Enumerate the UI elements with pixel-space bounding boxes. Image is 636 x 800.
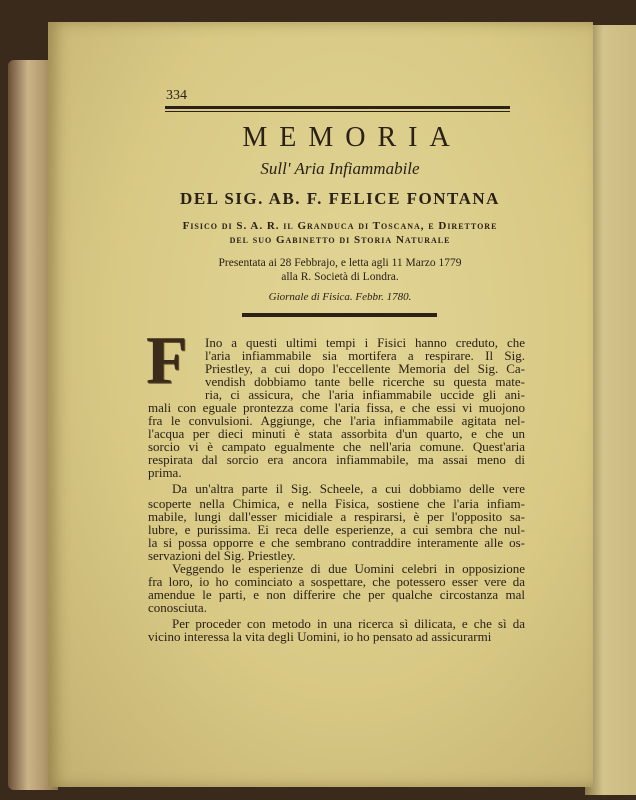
source-citation: Giornale di Fisica. Febbr. 1780.: [268, 291, 412, 303]
text-line: fra le convulsioni. Aggiunge, che l'aria infiammabile agitata nel-: [148, 413, 525, 428]
header-rule-thin: [165, 111, 510, 112]
title: MEMORIA: [242, 122, 462, 153]
text-line: prima.: [148, 465, 182, 480]
text-line: vendish dobbiamo tante belle ricerche su questa mate-: [205, 374, 525, 389]
text-line: ria, ci assicura, che l'aria infiammabile uccide gli ani-: [205, 387, 525, 402]
presented-line-1: Presentata ai 28 Febbrajo, e letta agli 11 Marzo 1779: [218, 257, 462, 269]
text-line: Priestley, a cui dopo l'eccellente Memoria del Sig. Ca-: [205, 361, 525, 376]
subtitle: Sull' Aria Infiammabile: [260, 159, 420, 178]
text-line: amendue le parti, e non differire che per qualche circostanza mal: [148, 587, 525, 602]
text-line: sorcio vi è campato egualmente che nell'aria comune. Quest'aria: [148, 439, 525, 454]
presented-line-2: alla R. Società di Londra.: [281, 271, 399, 283]
text-line: l'acqua per dieci minuti è stata assorbita d'un quarto, e che un: [148, 426, 525, 441]
text-line: fra loro, io ho cominciato a sospettare, che potessero esser vere da: [148, 574, 525, 589]
text-line: lubre, e purissima. Ei reca delle esperienze, a cui sembra che nul-: [148, 522, 525, 537]
affiliation-line-1: Fisico di S. A. R. il Granduca di Toscana, e Direttore: [182, 220, 498, 232]
drop-cap: F: [146, 322, 188, 398]
text-line: mali con eguale prontezza come l'aria fissa, e che essi vi muojono: [148, 400, 525, 415]
section-rule: [242, 313, 437, 317]
text-line: respirata dal sorcio era ancora infiammabile, ma assai meno di: [148, 452, 525, 467]
text-line: servazioni del Sig. Priestley.: [148, 548, 296, 563]
page-number: 334: [166, 88, 187, 103]
text-line: Ino a questi ultimi tempi i Fisici hanno creduto, che: [205, 335, 525, 350]
text-line: vicino interessa la vita degli Uomini, io ho pensato ad assicurarmi: [148, 629, 492, 644]
text-line: mabile, lungi dall'esser micidiale a respirarsi, è per l'opposito sa-: [148, 509, 525, 524]
text-line: Veggendo le esperienze di due Uomini celebri in opposizione: [172, 561, 525, 576]
text-line: Per proceder con metodo in una ricerca sì dilicata, e che sì da: [172, 616, 525, 631]
author: DEL SIG. AB. F. FELICE FONTANA: [180, 189, 500, 208]
text-line: Da un'altra parte il Sig. Scheele, a cui dobbiamo delle vere: [172, 481, 525, 496]
text-line: conosciuta.: [148, 600, 207, 615]
text-line: scoperte nella Chimica, e nella Fisica, sostiene che l'aria infiam-: [148, 496, 525, 511]
header-rule: [165, 106, 510, 109]
text-line: l'aria infiammabile sia mortifera a respirare. Il Sig.: [205, 348, 525, 363]
text-line: la si possa opporre e che sembrano contraddire interamente alle os-: [148, 535, 525, 550]
affiliation-line-2: del suo Gabinetto di Storia Naturale: [229, 234, 451, 246]
